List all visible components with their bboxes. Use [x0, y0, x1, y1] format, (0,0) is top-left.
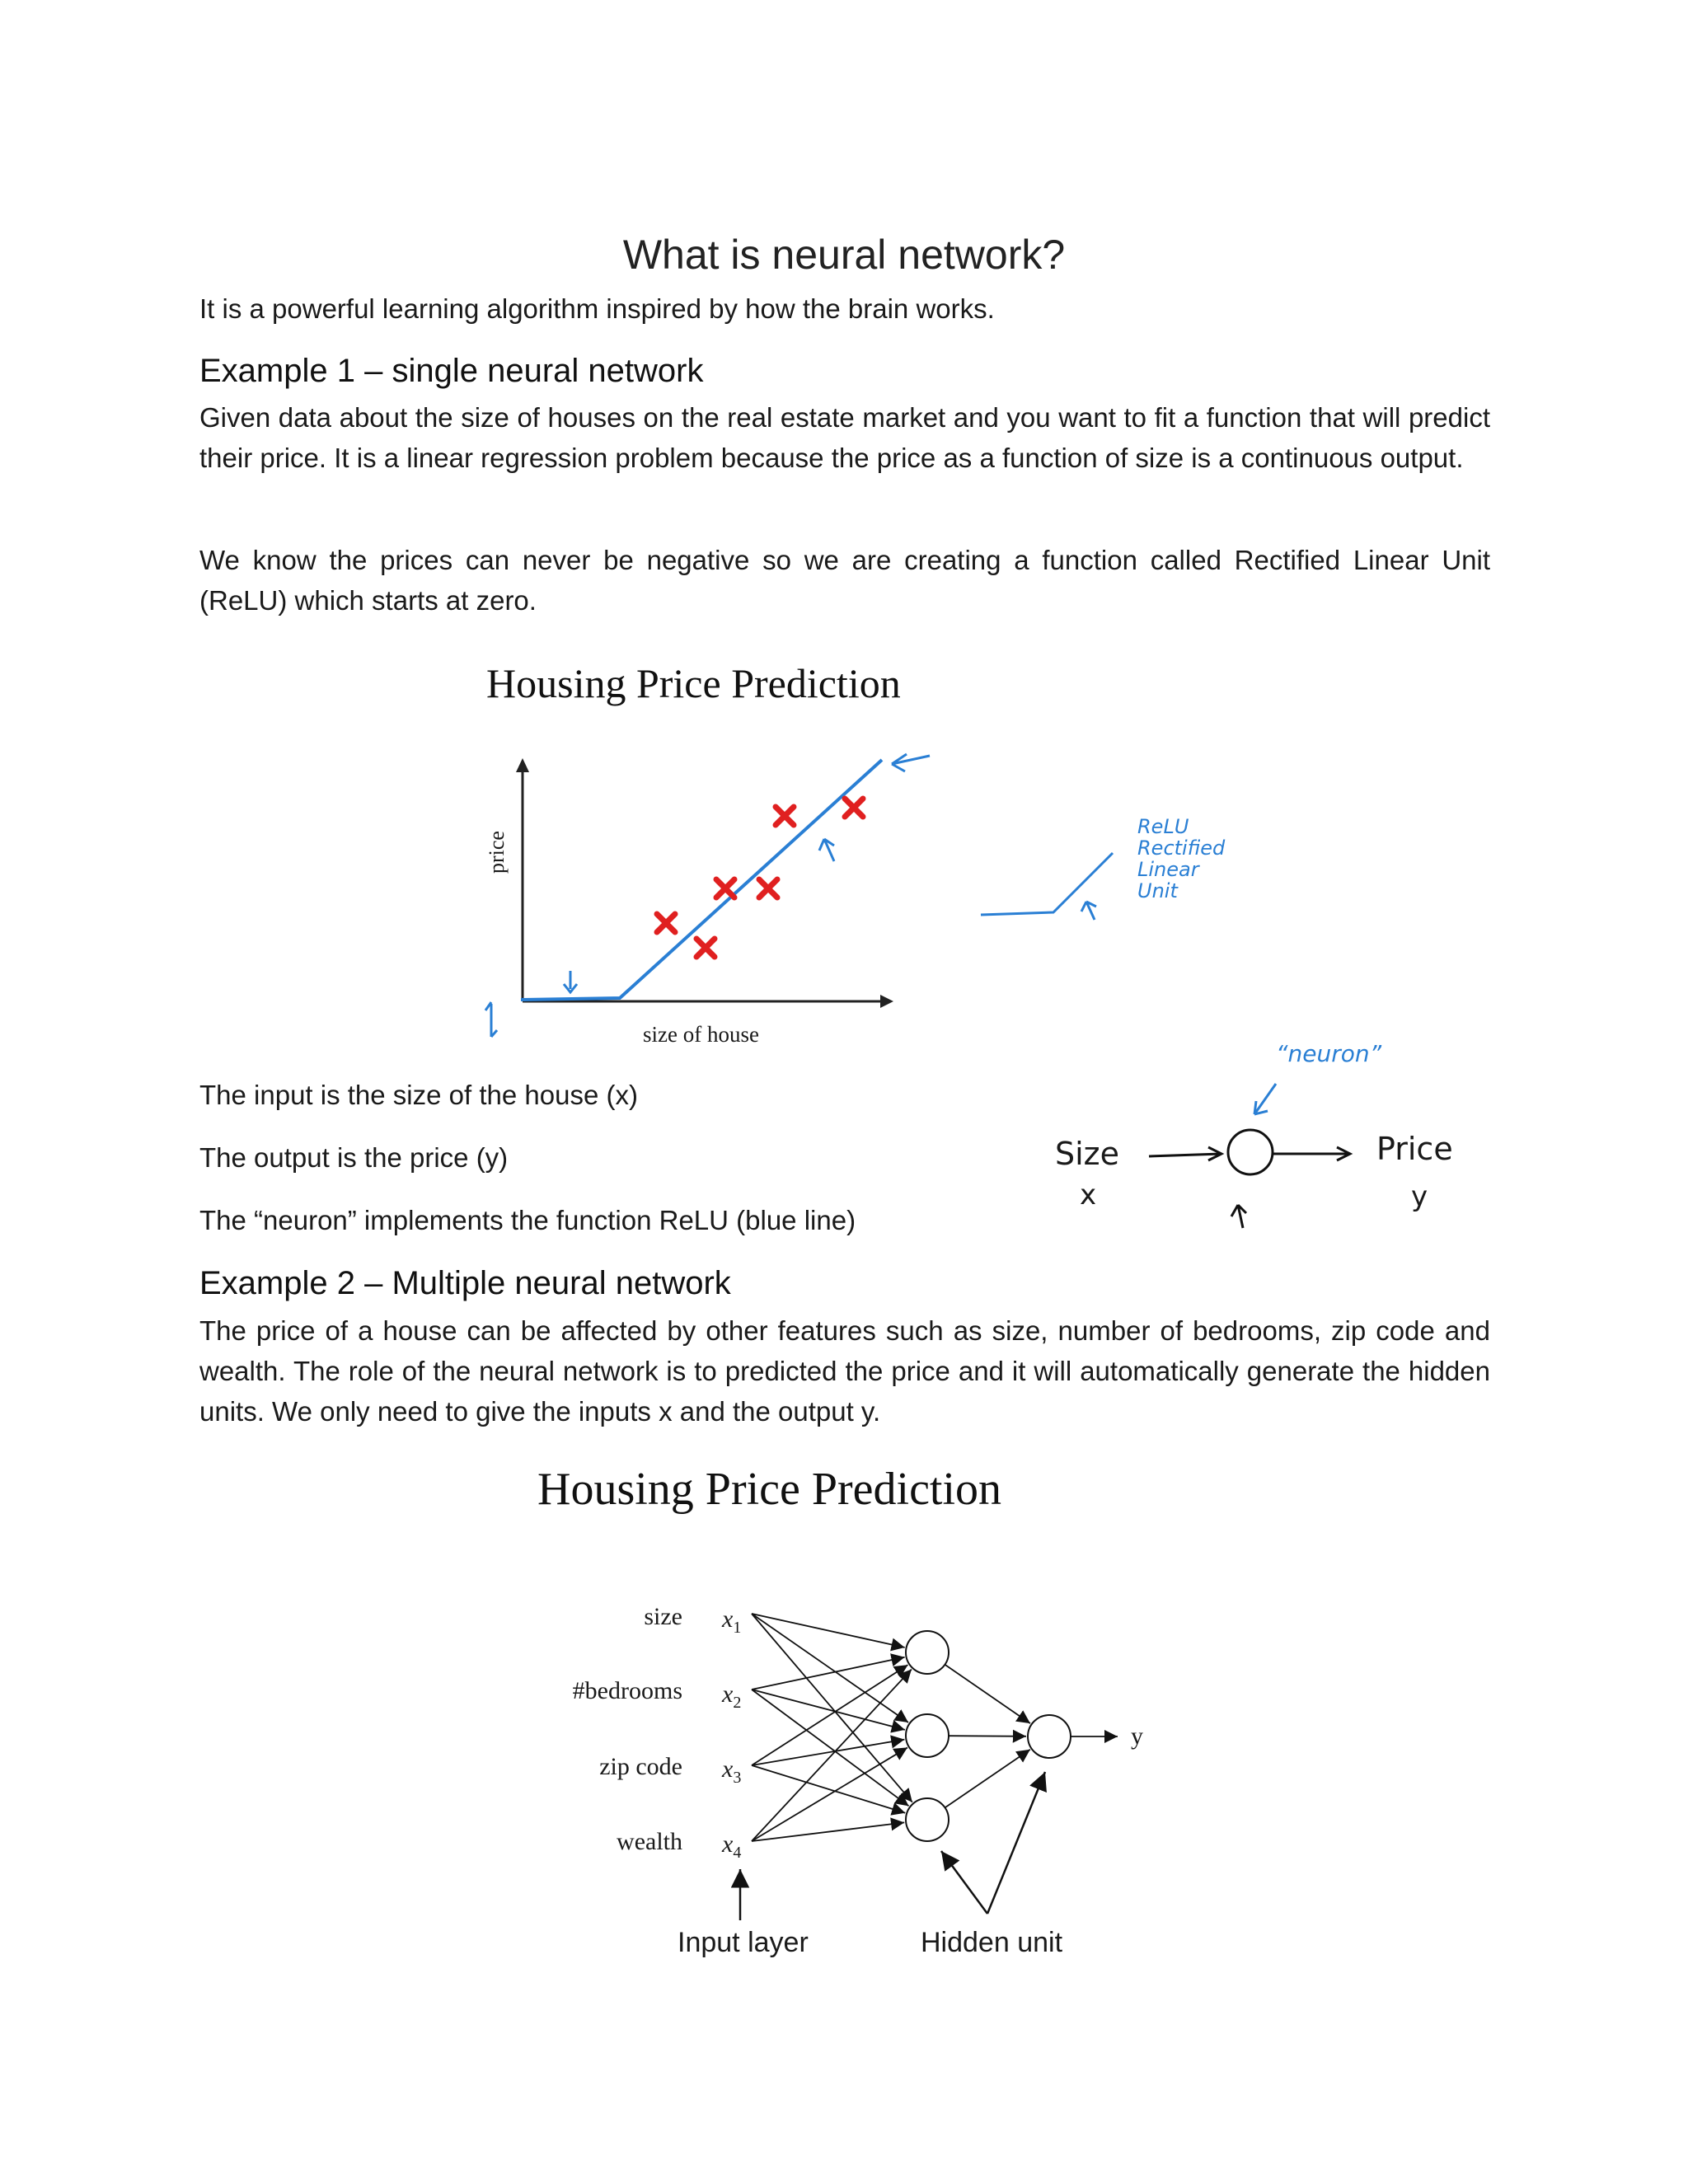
- input-x3-var: x: [722, 1755, 734, 1783]
- input-x1-sub: 1: [733, 1619, 742, 1637]
- marker-stroke: [759, 879, 777, 898]
- data-point-marker: [716, 879, 734, 898]
- input-hidden-edge: [752, 1740, 904, 1765]
- data-point-marker: [845, 799, 863, 817]
- neuron-circle: [1228, 1130, 1273, 1174]
- input-hidden-edge: [752, 1657, 905, 1690]
- example1-heading: Example 1 – single neural network: [199, 353, 704, 389]
- neuron-annotation-label: “neuron”: [1276, 1040, 1382, 1067]
- example1-paragraph1: Given data about the size of houses on the real estate market and you want to fit a function that will predict their price. It is a linear regression problem because the price as a function of size is a continuous output.: [199, 402, 1490, 473]
- relu-fit-line: [521, 760, 882, 1000]
- input-layer-label: Input layer: [678, 1927, 809, 1958]
- hidden-node: [906, 1631, 949, 1674]
- data-point-marker: [696, 939, 715, 957]
- input-x2: [722, 1680, 741, 1713]
- relu-note-line: ReLU: [1137, 815, 1189, 838]
- input-hidden-edge: [752, 1614, 912, 1802]
- marker-stroke: [716, 879, 734, 898]
- hidden-unit-arrow-right: [987, 1772, 1045, 1914]
- neuron-output-var: y: [1411, 1180, 1428, 1213]
- input-hidden-edge: [752, 1614, 908, 1722]
- marker-stroke: [657, 914, 675, 932]
- input-description: The input is the size of the house (x): [199, 1080, 638, 1110]
- example1-paragraph2: We know the prices can never be negative so we are creating a function called Rectified Linear Unit (ReLU) which starts at zero.: [199, 545, 1490, 616]
- marker-stroke: [759, 879, 777, 898]
- input-x4-sub: 4: [733, 1844, 742, 1862]
- relu-note-line: Rectified: [1137, 837, 1226, 860]
- input-hidden-edge: [752, 1765, 905, 1813]
- arrow-annotation-top: [892, 754, 930, 771]
- input-x2-sub: 2: [733, 1694, 742, 1712]
- x-axis-label: size of house: [643, 1022, 759, 1047]
- input-x4: [722, 1830, 741, 1863]
- input-x3-sub: 3: [733, 1769, 742, 1787]
- example2-paragraph: The price of a house can be affected by other features such as size, number of bedrooms, zip code and wealth. The role of the neural network is to predicted the price and it will automatically generate the hidden units. We only need to give the inputs x and the output y.: [199, 1315, 1490, 1427]
- feature-label-zip: zip code: [599, 1753, 682, 1780]
- hidden-unit-label: Hidden unit: [921, 1927, 1063, 1958]
- feature-label-bedrooms: #bedrooms: [572, 1677, 682, 1704]
- data-point-marker: [776, 807, 794, 825]
- marker-stroke: [716, 879, 734, 898]
- neuron-input-arrow: [1149, 1147, 1221, 1160]
- input-x2-var: x: [722, 1680, 734, 1708]
- figure2-title: Housing Price Prediction: [537, 1464, 1002, 1515]
- arrow-annotation-down: [564, 971, 577, 992]
- input-x1-var: x: [722, 1605, 734, 1633]
- input-x4-var: x: [722, 1830, 734, 1858]
- page-title: What is neural network?: [622, 232, 1066, 278]
- neuron-description: The “neuron” implements the function ReLU (blue line): [199, 1205, 856, 1235]
- input-hidden-edge: [752, 1665, 907, 1765]
- input-hidden-edge: [752, 1670, 912, 1841]
- marker-stroke: [696, 939, 715, 957]
- feature-label-size: size: [644, 1603, 682, 1630]
- neuron-input-label: Size: [1055, 1136, 1120, 1172]
- arrow-annotation-left: [485, 1002, 497, 1037]
- marker-stroke: [776, 807, 794, 825]
- input-hidden-edge: [752, 1822, 904, 1841]
- example2-heading: Example 2 – Multiple neural network: [199, 1265, 731, 1301]
- neuron-input-var: x: [1080, 1179, 1097, 1212]
- relu-note-line: Unit: [1137, 879, 1178, 902]
- output-node: [1028, 1715, 1071, 1758]
- figure1-title: Housing Price Prediction: [486, 660, 901, 706]
- marker-stroke: [845, 799, 863, 817]
- input-x3: [722, 1755, 741, 1788]
- hidden-output-edge: [945, 1750, 1029, 1808]
- hidden-output-edge: [945, 1665, 1030, 1723]
- relu-note-line: Linear: [1137, 858, 1199, 881]
- output-description: The output is the price (y): [199, 1142, 509, 1173]
- input-hidden-edge: [752, 1614, 905, 1647]
- input-hidden-edge: [752, 1690, 905, 1730]
- data-point-marker: [759, 879, 777, 898]
- y-axis-arrow: [516, 758, 529, 772]
- intro-text: It is a powerful learning algorithm inspired by how the brain works.: [199, 293, 995, 324]
- feature-label-wealth: wealth: [617, 1828, 682, 1855]
- marker-stroke: [696, 939, 715, 957]
- input-hidden-edge: [752, 1690, 909, 1806]
- neuron-output-label: Price: [1376, 1131, 1453, 1167]
- neuron-annotation-arrow: [1254, 1084, 1276, 1114]
- marker-stroke: [776, 807, 794, 825]
- relu-sketch-arrow: [1081, 902, 1096, 920]
- relu-note: [1137, 816, 1225, 902]
- x-axis-arrow: [880, 995, 893, 1008]
- data-point-marker: [657, 914, 675, 932]
- output-y-label: y: [1131, 1722, 1143, 1750]
- hidden-node: [906, 1798, 949, 1841]
- relu-sketch: [981, 853, 1113, 915]
- y-axis-label: price: [485, 831, 509, 874]
- input-x1: [722, 1605, 741, 1638]
- input-hidden-edge: [752, 1747, 907, 1841]
- marker-stroke: [845, 799, 863, 817]
- marker-stroke: [657, 914, 675, 932]
- arrow-annotation-line: [819, 839, 834, 861]
- neuron-output-arrow: [1273, 1147, 1350, 1160]
- neuron-up-arrow: [1231, 1205, 1246, 1228]
- hidden-unit-arrow-left: [941, 1851, 987, 1914]
- hidden-node: [906, 1714, 949, 1757]
